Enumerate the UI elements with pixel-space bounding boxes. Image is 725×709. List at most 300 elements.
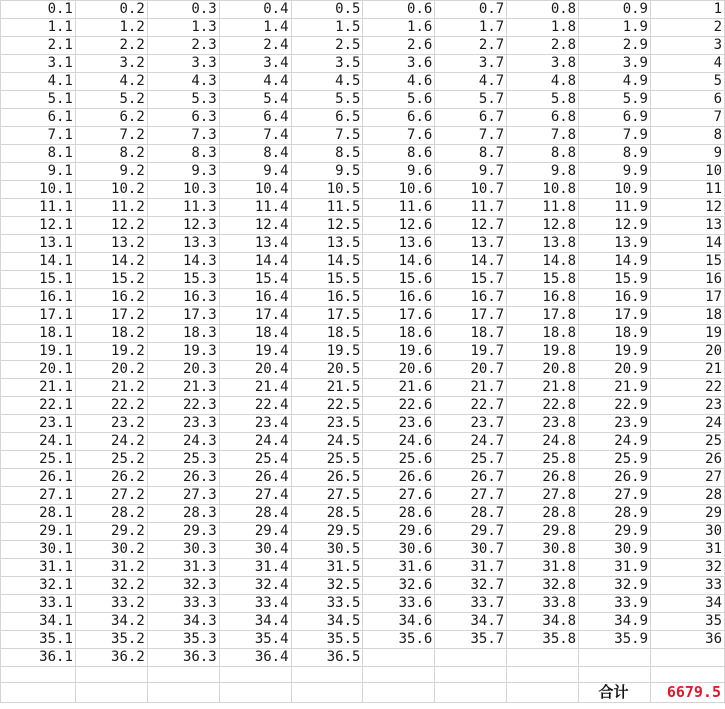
table-cell[interactable]: 16.7	[435, 289, 507, 307]
table-cell[interactable]: 20.5	[291, 361, 363, 379]
table-cell[interactable]: 19.4	[219, 343, 291, 361]
table-cell[interactable]: 9.6	[363, 163, 435, 181]
table-cell[interactable]: 9	[651, 145, 725, 163]
table-cell[interactable]: 15.2	[75, 271, 147, 289]
table-cell[interactable]: 23.9	[579, 415, 651, 433]
table-cell[interactable]: 20.2	[75, 361, 147, 379]
table-cell[interactable]: 14.2	[75, 253, 147, 271]
table-cell[interactable]: 22.3	[147, 397, 219, 415]
table-cell[interactable]: 11.2	[75, 199, 147, 217]
table-cell[interactable]: 9.7	[435, 163, 507, 181]
table-cell[interactable]: 30.8	[507, 541, 579, 559]
table-cell[interactable]: 29.8	[507, 523, 579, 541]
table-cell[interactable]: 13.2	[75, 235, 147, 253]
table-cell[interactable]: 18.5	[291, 325, 363, 343]
table-cell[interactable]: 4.7	[435, 73, 507, 91]
table-cell[interactable]: 23.2	[75, 415, 147, 433]
table-cell[interactable]: 33.4	[219, 595, 291, 613]
table-cell[interactable]: 34.4	[219, 613, 291, 631]
table-cell[interactable]: 26.9	[579, 469, 651, 487]
table-cell[interactable]: 3	[651, 37, 725, 55]
table-cell[interactable]: 28.8	[507, 505, 579, 523]
table-cell[interactable]: 21.1	[1, 379, 76, 397]
table-cell[interactable]: 8.5	[291, 145, 363, 163]
table-cell[interactable]: 22.1	[1, 397, 76, 415]
table-cell[interactable]: 27.2	[75, 487, 147, 505]
table-cell[interactable]: 25.6	[363, 451, 435, 469]
table-cell[interactable]: 0.9	[579, 1, 651, 19]
table-cell[interactable]: 29.2	[75, 523, 147, 541]
table-cell[interactable]: 3.3	[147, 55, 219, 73]
table-cell[interactable]	[291, 683, 363, 703]
table-cell[interactable]: 22	[651, 379, 725, 397]
table-cell[interactable]: 15.8	[507, 271, 579, 289]
table-cell[interactable]: 18	[651, 307, 725, 325]
table-cell[interactable]: 1.2	[75, 19, 147, 37]
table-cell[interactable]: 29.4	[219, 523, 291, 541]
table-cell[interactable]: 13.3	[147, 235, 219, 253]
table-cell[interactable]: 14.1	[1, 253, 76, 271]
table-cell[interactable]: 21.9	[579, 379, 651, 397]
table-cell[interactable]: 9.5	[291, 163, 363, 181]
table-cell[interactable]: 13.5	[291, 235, 363, 253]
table-cell[interactable]: 24.2	[75, 433, 147, 451]
table-cell[interactable]: 33.7	[435, 595, 507, 613]
table-cell[interactable]: 29.1	[1, 523, 76, 541]
table-cell[interactable]: 16.9	[579, 289, 651, 307]
table-cell[interactable]: 35.6	[363, 631, 435, 649]
table-cell[interactable]: 28.2	[75, 505, 147, 523]
table-cell[interactable]: 9.4	[219, 163, 291, 181]
table-cell[interactable]	[147, 667, 219, 683]
table-cell[interactable]: 10	[651, 163, 725, 181]
table-cell[interactable]: 15.1	[1, 271, 76, 289]
table-cell[interactable]: 12.3	[147, 217, 219, 235]
table-cell[interactable]: 13.9	[579, 235, 651, 253]
table-cell[interactable]: 2.1	[1, 37, 76, 55]
table-cell[interactable]: 24.5	[291, 433, 363, 451]
table-cell[interactable]: 32.3	[147, 577, 219, 595]
table-cell[interactable]: 18.4	[219, 325, 291, 343]
table-cell[interactable]: 4.6	[363, 73, 435, 91]
table-cell[interactable]: 27.3	[147, 487, 219, 505]
table-cell[interactable]: 25	[651, 433, 725, 451]
table-cell[interactable]: 36.3	[147, 649, 219, 667]
table-cell[interactable]: 10.2	[75, 181, 147, 199]
table-cell[interactable]: 35.9	[579, 631, 651, 649]
table-cell[interactable]	[651, 667, 725, 683]
table-cell[interactable]: 19.2	[75, 343, 147, 361]
table-cell[interactable]: 31.4	[219, 559, 291, 577]
table-cell[interactable]: 31.6	[363, 559, 435, 577]
table-cell[interactable]: 19.9	[579, 343, 651, 361]
table-cell[interactable]: 14.6	[363, 253, 435, 271]
table-cell[interactable]: 6.1	[1, 109, 76, 127]
table-cell[interactable]: 28.1	[1, 505, 76, 523]
table-cell[interactable]: 25.3	[147, 451, 219, 469]
table-cell[interactable]: 1.7	[435, 19, 507, 37]
table-cell[interactable]: 10.6	[363, 181, 435, 199]
table-cell[interactable]: 14.4	[219, 253, 291, 271]
table-cell[interactable]: 36.5	[291, 649, 363, 667]
table-cell[interactable]: 21.6	[363, 379, 435, 397]
table-cell[interactable]	[579, 667, 651, 683]
table-cell[interactable]: 27.5	[291, 487, 363, 505]
table-cell[interactable]: 34.5	[291, 613, 363, 631]
table-cell[interactable]: 2.4	[219, 37, 291, 55]
table-cell[interactable]: 17.9	[579, 307, 651, 325]
table-cell[interactable]: 30.4	[219, 541, 291, 559]
table-cell[interactable]: 22.5	[291, 397, 363, 415]
table-cell[interactable]: 2.5	[291, 37, 363, 55]
table-cell[interactable]: 8.2	[75, 145, 147, 163]
table-cell[interactable]: 8.1	[1, 145, 76, 163]
table-cell[interactable]: 33.1	[1, 595, 76, 613]
table-cell[interactable]: 4.5	[291, 73, 363, 91]
table-cell[interactable]: 5.6	[363, 91, 435, 109]
table-cell[interactable]: 31	[651, 541, 725, 559]
table-cell[interactable]: 25.9	[579, 451, 651, 469]
table-cell[interactable]: 3.4	[219, 55, 291, 73]
table-cell[interactable]: 20	[651, 343, 725, 361]
table-cell[interactable]: 1.5	[291, 19, 363, 37]
table-cell[interactable]: 3.8	[507, 55, 579, 73]
table-cell[interactable]	[363, 667, 435, 683]
table-cell[interactable]: 35.7	[435, 631, 507, 649]
table-cell[interactable]: 16.2	[75, 289, 147, 307]
table-cell[interactable]: 32.8	[507, 577, 579, 595]
table-cell[interactable]: 36.4	[219, 649, 291, 667]
table-cell[interactable]: 1.1	[1, 19, 76, 37]
table-cell[interactable]: 24.7	[435, 433, 507, 451]
table-cell[interactable]: 13.6	[363, 235, 435, 253]
table-cell[interactable]: 6.7	[435, 109, 507, 127]
table-cell[interactable]: 25.5	[291, 451, 363, 469]
table-cell[interactable]: 12.7	[435, 217, 507, 235]
table-cell[interactable]: 6.8	[507, 109, 579, 127]
table-cell[interactable]: 27.1	[1, 487, 76, 505]
table-cell[interactable]: 28.5	[291, 505, 363, 523]
table-cell[interactable]: 0.6	[363, 1, 435, 19]
table-cell[interactable]: 31.3	[147, 559, 219, 577]
table-cell[interactable]: 0.3	[147, 1, 219, 19]
table-cell[interactable]	[363, 683, 435, 703]
table-cell[interactable]: 29.9	[579, 523, 651, 541]
table-cell[interactable]: 35.4	[219, 631, 291, 649]
table-cell[interactable]: 25.7	[435, 451, 507, 469]
table-cell[interactable]: 10.7	[435, 181, 507, 199]
table-cell[interactable]: 18.8	[507, 325, 579, 343]
table-cell[interactable]: 23.5	[291, 415, 363, 433]
table-cell[interactable]: 35.2	[75, 631, 147, 649]
table-cell[interactable]: 32.1	[1, 577, 76, 595]
table-cell[interactable]: 24.1	[1, 433, 76, 451]
table-cell[interactable]: 15.3	[147, 271, 219, 289]
table-cell[interactable]: 28.3	[147, 505, 219, 523]
table-cell[interactable]: 11	[651, 181, 725, 199]
table-cell[interactable]: 5.8	[507, 91, 579, 109]
table-cell[interactable]: 23.3	[147, 415, 219, 433]
table-cell[interactable]: 21.8	[507, 379, 579, 397]
table-cell[interactable]: 17	[651, 289, 725, 307]
table-cell[interactable]: 1.4	[219, 19, 291, 37]
table-cell[interactable]: 4.4	[219, 73, 291, 91]
table-cell[interactable]: 35	[651, 613, 725, 631]
table-cell[interactable]: 24.8	[507, 433, 579, 451]
table-cell[interactable]: 34.7	[435, 613, 507, 631]
table-cell[interactable]: 26.8	[507, 469, 579, 487]
table-cell[interactable]: 0.8	[507, 1, 579, 19]
table-cell[interactable]: 4.2	[75, 73, 147, 91]
table-cell[interactable]: 30.1	[1, 541, 76, 559]
table-cell[interactable]: 11.1	[1, 199, 76, 217]
table-cell[interactable]: 5.5	[291, 91, 363, 109]
table-cell[interactable]	[507, 649, 579, 667]
table-cell[interactable]	[435, 649, 507, 667]
table-cell[interactable]: 25.4	[219, 451, 291, 469]
table-cell[interactable]: 26.5	[291, 469, 363, 487]
table-cell[interactable]: 28.4	[219, 505, 291, 523]
table-cell[interactable]: 2.2	[75, 37, 147, 55]
table-cell[interactable]: 31.5	[291, 559, 363, 577]
table-cell[interactable]: 30.3	[147, 541, 219, 559]
table-cell[interactable]: 28.7	[435, 505, 507, 523]
table-cell[interactable]: 18.1	[1, 325, 76, 343]
table-cell[interactable]: 4.8	[507, 73, 579, 91]
table-cell[interactable]	[75, 667, 147, 683]
table-cell[interactable]: 6.3	[147, 109, 219, 127]
table-cell[interactable]	[507, 683, 579, 703]
table-cell[interactable]: 7	[651, 109, 725, 127]
table-cell[interactable]: 33.3	[147, 595, 219, 613]
table-cell[interactable]: 17.3	[147, 307, 219, 325]
table-cell[interactable]: 11.8	[507, 199, 579, 217]
table-cell[interactable]: 11.3	[147, 199, 219, 217]
table-cell[interactable]: 20.8	[507, 361, 579, 379]
table-cell[interactable]: 16	[651, 271, 725, 289]
table-cell[interactable]: 20.9	[579, 361, 651, 379]
table-cell[interactable]: 29.6	[363, 523, 435, 541]
table-cell[interactable]: 16.6	[363, 289, 435, 307]
table-cell[interactable]: 7.5	[291, 127, 363, 145]
table-cell[interactable]: 33	[651, 577, 725, 595]
table-cell[interactable]: 5.1	[1, 91, 76, 109]
table-cell[interactable]: 2.6	[363, 37, 435, 55]
table-cell[interactable]: 36.1	[1, 649, 76, 667]
table-cell[interactable]: 34.8	[507, 613, 579, 631]
table-cell[interactable]: 1.6	[363, 19, 435, 37]
table-cell[interactable]: 16.1	[1, 289, 76, 307]
table-cell[interactable]: 0.4	[219, 1, 291, 19]
table-cell[interactable]: 8.3	[147, 145, 219, 163]
table-cell[interactable]: 6.9	[579, 109, 651, 127]
table-cell[interactable]: 1.9	[579, 19, 651, 37]
table-cell[interactable]: 20.7	[435, 361, 507, 379]
table-cell[interactable]: 2.7	[435, 37, 507, 55]
table-cell[interactable]: 10.1	[1, 181, 76, 199]
table-cell[interactable]: 7.7	[435, 127, 507, 145]
table-cell[interactable]: 10.8	[507, 181, 579, 199]
table-cell[interactable]: 12.8	[507, 217, 579, 235]
table-cell[interactable]: 22.9	[579, 397, 651, 415]
table-cell[interactable]: 19.5	[291, 343, 363, 361]
table-cell[interactable]: 33.9	[579, 595, 651, 613]
table-cell[interactable]: 22.7	[435, 397, 507, 415]
table-cell[interactable]: 15.4	[219, 271, 291, 289]
table-cell[interactable]: 34.6	[363, 613, 435, 631]
table-cell[interactable]: 27	[651, 469, 725, 487]
table-cell[interactable]: 31.1	[1, 559, 76, 577]
table-cell[interactable]: 26.2	[75, 469, 147, 487]
table-cell[interactable]: 32.7	[435, 577, 507, 595]
table-cell[interactable]	[435, 667, 507, 683]
table-cell[interactable]: 24.6	[363, 433, 435, 451]
table-cell[interactable]: 4.1	[1, 73, 76, 91]
table-cell[interactable]: 28.6	[363, 505, 435, 523]
table-cell[interactable]: 8.8	[507, 145, 579, 163]
table-cell[interactable]: 0.2	[75, 1, 147, 19]
table-cell[interactable]	[579, 649, 651, 667]
table-cell[interactable]: 8	[651, 127, 725, 145]
table-cell[interactable]: 36	[651, 631, 725, 649]
table-cell[interactable]: 26.1	[1, 469, 76, 487]
table-cell[interactable]: 2.9	[579, 37, 651, 55]
table-cell[interactable]: 11.7	[435, 199, 507, 217]
table-cell[interactable]: 32.5	[291, 577, 363, 595]
table-cell[interactable]: 8.7	[435, 145, 507, 163]
table-cell[interactable]: 22.2	[75, 397, 147, 415]
table-cell[interactable]: 14	[651, 235, 725, 253]
table-cell[interactable]: 34.9	[579, 613, 651, 631]
table-cell[interactable]: 5	[651, 73, 725, 91]
table-cell[interactable]: 9.2	[75, 163, 147, 181]
table-cell[interactable]: 10.5	[291, 181, 363, 199]
table-cell[interactable]: 32.2	[75, 577, 147, 595]
table-cell[interactable]: 14.8	[507, 253, 579, 271]
table-cell[interactable]: 32.6	[363, 577, 435, 595]
table-cell[interactable]: 7.3	[147, 127, 219, 145]
table-cell[interactable]: 0.7	[435, 1, 507, 19]
table-cell[interactable]: 22.8	[507, 397, 579, 415]
table-cell[interactable]: 4.9	[579, 73, 651, 91]
table-cell[interactable]: 20.1	[1, 361, 76, 379]
table-cell[interactable]: 19.8	[507, 343, 579, 361]
table-cell[interactable]: 7.1	[1, 127, 76, 145]
table-cell[interactable]: 26.7	[435, 469, 507, 487]
table-cell[interactable]: 23.4	[219, 415, 291, 433]
table-cell[interactable]: 2.8	[507, 37, 579, 55]
table-cell[interactable]: 12.1	[1, 217, 76, 235]
table-cell[interactable]: 15.7	[435, 271, 507, 289]
table-cell[interactable]: 24	[651, 415, 725, 433]
table-cell[interactable]: 3.1	[1, 55, 76, 73]
table-cell[interactable]: 34.3	[147, 613, 219, 631]
table-cell[interactable]: 18.7	[435, 325, 507, 343]
table-cell[interactable]: 7.6	[363, 127, 435, 145]
table-cell[interactable]	[363, 649, 435, 667]
table-cell[interactable]: 6.4	[219, 109, 291, 127]
table-cell[interactable]: 7.2	[75, 127, 147, 145]
table-cell[interactable]: 12.6	[363, 217, 435, 235]
table-cell[interactable]: 26	[651, 451, 725, 469]
table-cell[interactable]: 29.5	[291, 523, 363, 541]
table-cell[interactable]: 14.3	[147, 253, 219, 271]
table-cell[interactable]: 14.7	[435, 253, 507, 271]
table-cell[interactable]: 30.6	[363, 541, 435, 559]
table-cell[interactable]: 0.1	[1, 1, 76, 19]
table-cell[interactable]: 20.3	[147, 361, 219, 379]
table-cell[interactable]: 34	[651, 595, 725, 613]
table-cell[interactable]: 7.9	[579, 127, 651, 145]
table-cell[interactable]: 35.3	[147, 631, 219, 649]
table-cell[interactable]: 16.8	[507, 289, 579, 307]
table-cell[interactable]: 29	[651, 505, 725, 523]
table-cell[interactable]: 1.8	[507, 19, 579, 37]
table-cell[interactable]: 27.4	[219, 487, 291, 505]
table-cell[interactable]: 9.1	[1, 163, 76, 181]
table-cell[interactable]: 12.9	[579, 217, 651, 235]
table-cell[interactable]: 7.4	[219, 127, 291, 145]
table-cell[interactable]: 21.7	[435, 379, 507, 397]
total-value-cell[interactable]: 6679.5	[651, 683, 725, 703]
table-cell[interactable]: 6.2	[75, 109, 147, 127]
table-cell[interactable]	[219, 667, 291, 683]
table-cell[interactable]: 35.8	[507, 631, 579, 649]
table-cell[interactable]: 33.2	[75, 595, 147, 613]
table-cell[interactable]: 13.7	[435, 235, 507, 253]
table-cell[interactable]: 24.4	[219, 433, 291, 451]
table-cell[interactable]: 9.3	[147, 163, 219, 181]
table-cell[interactable]	[435, 683, 507, 703]
table-cell[interactable]: 21.5	[291, 379, 363, 397]
table-cell[interactable]	[75, 683, 147, 703]
table-cell[interactable]: 15.9	[579, 271, 651, 289]
table-cell[interactable]: 20.6	[363, 361, 435, 379]
table-cell[interactable]: 19	[651, 325, 725, 343]
table-cell[interactable]: 17.7	[435, 307, 507, 325]
table-cell[interactable]	[651, 649, 725, 667]
table-cell[interactable]: 5.7	[435, 91, 507, 109]
table-cell[interactable]: 31.8	[507, 559, 579, 577]
table-cell[interactable]: 9.8	[507, 163, 579, 181]
table-cell[interactable]: 28	[651, 487, 725, 505]
table-cell[interactable]: 11.5	[291, 199, 363, 217]
table-cell[interactable]: 8.4	[219, 145, 291, 163]
table-cell[interactable]: 12.4	[219, 217, 291, 235]
table-cell[interactable]: 13.8	[507, 235, 579, 253]
table-cell[interactable]: 23.1	[1, 415, 76, 433]
table-cell[interactable]: 33.5	[291, 595, 363, 613]
table-cell[interactable]: 5.4	[219, 91, 291, 109]
table-cell[interactable]: 10.3	[147, 181, 219, 199]
table-cell[interactable]: 23	[651, 397, 725, 415]
table-cell[interactable]: 1	[651, 1, 725, 19]
table-cell[interactable]: 16.5	[291, 289, 363, 307]
table-cell[interactable]: 35.5	[291, 631, 363, 649]
table-cell[interactable]: 5.9	[579, 91, 651, 109]
table-cell[interactable]: 26.6	[363, 469, 435, 487]
table-cell[interactable]: 32.4	[219, 577, 291, 595]
table-cell[interactable]: 18.9	[579, 325, 651, 343]
table-cell[interactable]: 32	[651, 559, 725, 577]
table-cell[interactable]: 9.9	[579, 163, 651, 181]
table-cell[interactable]	[219, 683, 291, 703]
table-cell[interactable]: 27.8	[507, 487, 579, 505]
table-cell[interactable]: 4	[651, 55, 725, 73]
table-cell[interactable]: 21.4	[219, 379, 291, 397]
table-cell[interactable]: 22.6	[363, 397, 435, 415]
table-cell[interactable]: 31.7	[435, 559, 507, 577]
